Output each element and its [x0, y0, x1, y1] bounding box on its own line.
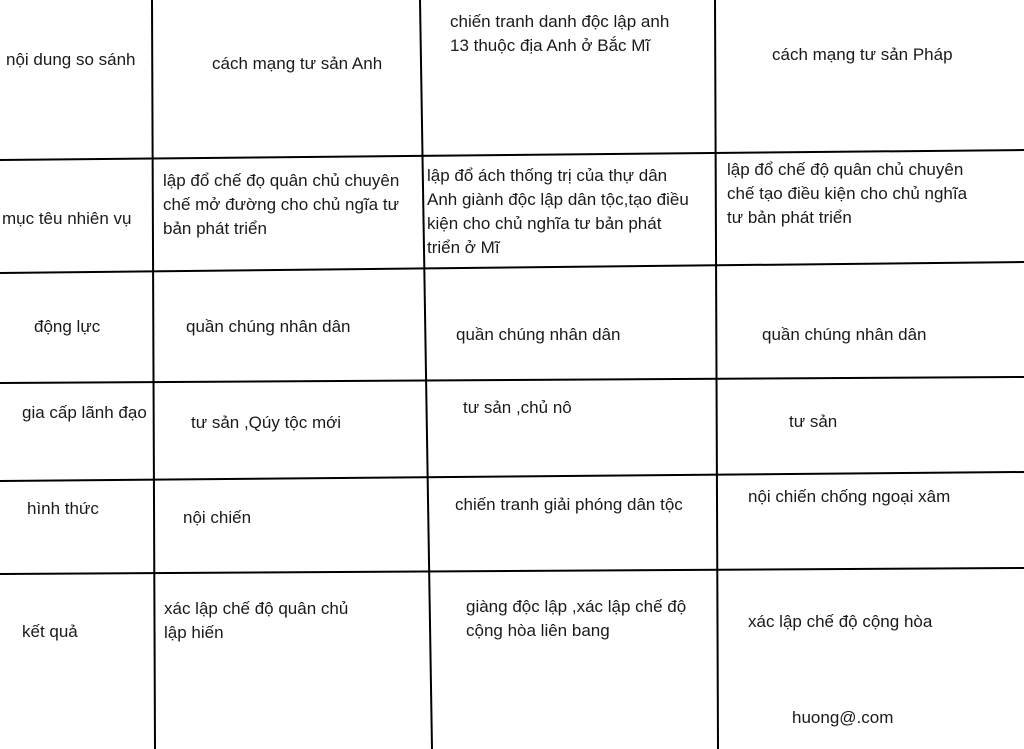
header-france: cách mạng tư sản Pháp [772, 45, 953, 64]
cell-america-objectives: lập đổ ách thống trị của thự dân Anh giành độc lập dân tộc,tạo điều kiện cho chủ nghĩa tư bản phát triển ở Mĩ [427, 166, 689, 257]
cell-america-leading-class: tư sản ,chủ nô [463, 398, 572, 417]
row-label-leading-class: gia cấp lãnh đạo [22, 403, 147, 422]
cell-england-result: xác lập chế độ quân chủ lập hiến [164, 599, 349, 642]
author-signature: huong@.com [792, 708, 894, 727]
header-criteria: nội dung so sánh [6, 50, 136, 69]
cell-england-form: nội chiến [183, 508, 252, 527]
cell-england-leading-class: tư sản ,Qúy tộc mới [191, 413, 342, 432]
row-label-driving-force: động lực [34, 317, 101, 336]
column-divider [715, 0, 718, 749]
header-england: cách mạng tư sản Anh [212, 54, 383, 73]
cell-france-leading-class: tư sản [789, 412, 838, 431]
cell-america-form: chiến tranh giải phóng dân tộc [455, 495, 683, 514]
row-label-form: hình thức [27, 499, 99, 518]
cell-france-driving-force: quần chúng nhân dân [762, 325, 927, 344]
row-label-result: kết quả [22, 622, 78, 641]
cell-france-objectives: lập đổ chế độ quân chủ chuyên chế tạo điều kiện cho chủ nghĩa tư bản phát triển [727, 160, 968, 227]
cell-france-result: xác lập chế độ cộng hòa [748, 612, 933, 631]
cell-america-result: giàng độc lập ,xác lập chế độ cộng hòa liên bang [466, 597, 687, 640]
header-america: chiến tranh danh độc lập anh 13 thuộc địa Anh ở Bắc Mĩ [450, 12, 670, 55]
cell-england-driving-force: quần chúng nhân dân [186, 317, 351, 336]
cell-america-driving-force: quần chúng nhân dân [456, 325, 621, 344]
row-label-objectives: mục têu nhiên vụ [2, 209, 132, 228]
column-divider [152, 0, 155, 749]
cell-england-objectives: lập đổ chế đọ quân chủ chuyên chế mở đường cho chủ ngĩa tư bản phát triển [163, 171, 400, 238]
cell-france-form: nội chiến chống ngoại xâm [748, 487, 951, 506]
column-divider [420, 0, 432, 749]
